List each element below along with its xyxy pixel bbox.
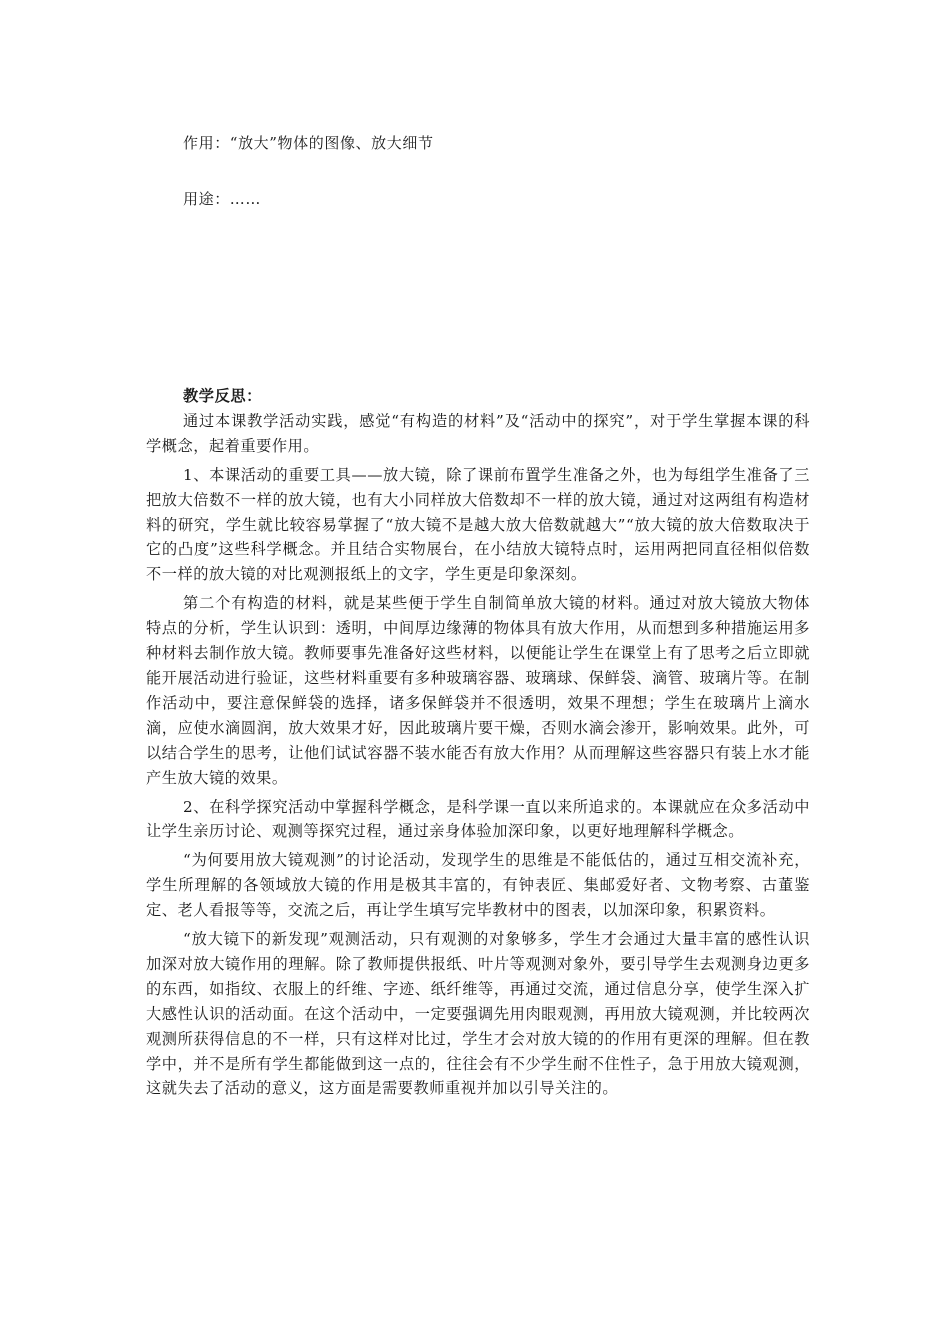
reflection-paragraph-observation: “放大镜下的新发现”观测活动，只有观测的对象够多，学生才会通过大量丰富的感性认识加深对放大镜作用的理解。除了教师提供报纸、叶片等观测对象外，要引导学生去观测身边更多的东西，如指纹、衣服上的纤维、字迹、纸纤维等，再通过交流，通过信息分享，使学生深入扩大感性认识的活动面。在这个活动中，一定要强调先用肉眼观测，再用放大镜观测，并比较两次观测所获得信息的不一样，只有这样对比过，学生才会对放大镜的的作用有更深的理解。但在教学中，并不是所有学生都能做到这一点的，往往会有不少学生耐不住性子，急于用放大镜观测，这就失去了活动的意义，这方面是需要教师重视并加以引导关注的。 bbox=[146, 930, 810, 1098]
usage-line: 用途：…… bbox=[183, 190, 262, 208]
teaching-reflection-section bbox=[146, 384, 810, 1101]
reflection-heading: 教学反思： bbox=[183, 387, 262, 405]
reflection-paragraph-intro: 通过本课教学活动实践，感觉“有构造的材料”及“活动中的探究”，对于学生掌握本课的科学概念，起着重要作用。 bbox=[146, 411, 810, 455]
reflection-paragraph-materials: 第二个有构造的材料，就是某些便于学生自制简单放大镜的材料。通过对放大镜放大物体特点的分析，学生认识到：透明，中间厚边缘薄的物体具有放大作用，从而想到多种措施运用多种材料去制作放大镜。教师要事先准备好这些材料，以便能让学生在课堂上有了思考之后立即就能开展活动进行验证，这些材料重要有多种玻璃容器、玻璃球、保鲜袋、滴管、玻璃片等。在制作活动中，要注意保鲜袋的选择，诸多保鲜袋并不很透明，效果不理想；学生在玻璃片上滴水滴，应使水滴圆润，放大效果才好，因此玻璃片要干燥，否则水滴会渗开，影响效果。此外，可以结合学生的思考，让他们试试容器不装水能否有放大作用？从而理解这些容器只有装上水才能产生放大镜的效果。 bbox=[146, 594, 810, 787]
function-line: 作用：“放大”物体的图像、放大细节 bbox=[183, 134, 434, 152]
reflection-paragraph-inquiry: 2、在科学探究活动中掌握科学概念，是科学课一直以来所追求的。本课就应在众多活动中让学生亲历讨论、观测等探究过程，通过亲身体验加深印象，以更好地理解科学概念。 bbox=[146, 797, 810, 841]
reflection-paragraph-tool: 1、本课活动的重要工具——放大镜，除了课前布置学生准备之外，也为每组学生准备了三把放大倍数不一样的放大镜，也有大小同样放大倍数却不一样的放大镜，通过对这两组有构造材料的研究，学生就比较容易掌握了“放大镜不是越大放大倍数就越大”“放大镜的放大倍数取决于它的凸度”这些科学概念。并且结合实物展台，在小结放大镜特点时，运用两把同直径相似倍数不一样的放大镜的对比观测报纸上的文字，学生更是印象深刻。 bbox=[146, 465, 810, 584]
reflection-paragraph-discussion: “为何要用放大镜观测”的讨论活动，发现学生的思维是不能低估的，通过互相交流补充，学生所理解的各领域放大镜的作用是极其丰富的，有钟表匠、集邮爱好者、文物考察、古董鉴定、老人看报等等，交流之后，再让学生填写完毕教材中的图表，以加深印象，积累资料。 bbox=[146, 851, 810, 920]
